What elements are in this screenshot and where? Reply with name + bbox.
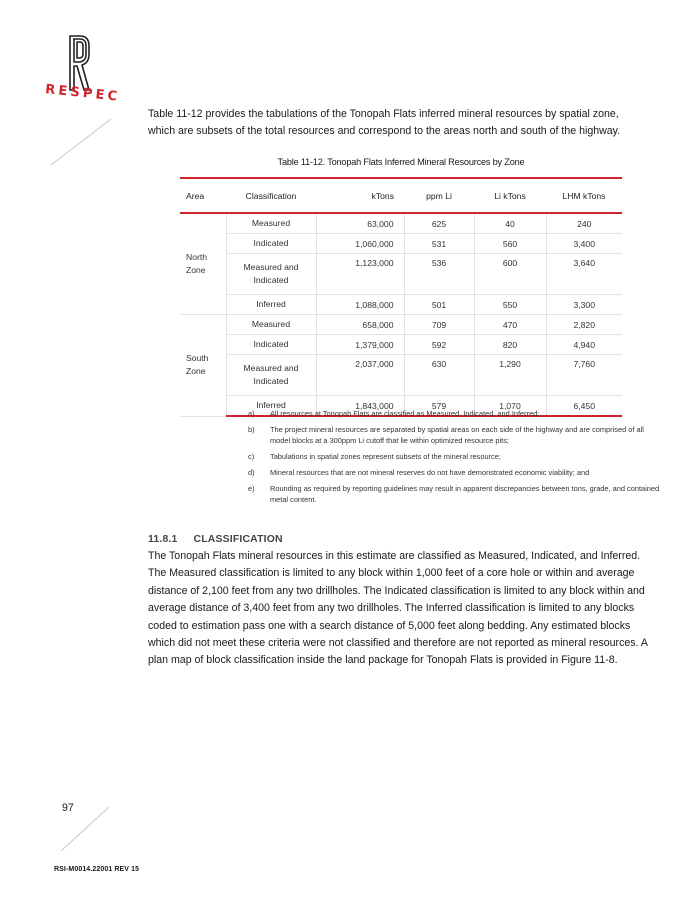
classification-cell: Measured [226,213,316,234]
lhm-ktons-cell: 7,760 [546,355,622,396]
zone-cell-north: North Zone [180,213,226,315]
table-row [180,355,622,396]
section-heading [148,534,283,545]
ppm-li-cell: 592 [404,335,474,355]
table-row [180,335,622,355]
intro-paragraph: Table 11-12 provides the tabulations of the Tonopah Flats inferred mineral resources by spatial zone, which are subsets of the total resources and correspond to the areas north and south of the highway. [148,108,621,137]
ktons-cell: 1,843,000 [316,396,404,417]
table-row [180,213,622,234]
ppm-li-cell: 630 [404,355,474,396]
lhm-ktons-cell: 2,820 [546,315,622,335]
lhm-ktons-cell: 3,400 [546,234,622,254]
table-note [248,408,660,419]
li-ktons-cell: 470 [474,315,546,335]
classification-cell: Inferred [226,295,316,315]
ppm-li-cell: 536 [404,254,474,295]
table-row [180,315,622,335]
ppm-li-cell: 531 [404,234,474,254]
table-header-row [180,178,622,213]
ppm-li-cell: 501 [404,295,474,315]
ktons-cell: 1,379,000 [316,335,404,355]
classification-cell: Measured and Indicated [226,355,316,396]
table-note [248,467,660,478]
ktons-cell: 1,060,000 [316,234,404,254]
header-lhm-ktons: LHM kTons [546,178,622,213]
header-ktons: kTons [316,178,404,213]
table-row [180,254,622,295]
ktons-cell: 2,037,000 [316,355,404,396]
note-text: Mineral resources that are not mineral reserves do not have demonstrated economic viability; and [270,468,590,477]
table-notes [248,408,660,510]
li-ktons-cell: 1,290 [474,355,546,396]
ktons-cell: 1,088,000 [316,295,404,315]
note-text: All resources at Tonopah Flats are classified as Measured, Indicated, and Inferred; [270,409,540,418]
note-letter: d) [248,468,255,477]
ktons-cell: 658,000 [316,315,404,335]
header-li-ktons: Li kTons [474,178,546,213]
li-ktons-cell: 1,070 [474,396,546,417]
note-letter: b) [248,425,255,434]
ppm-li-cell: 709 [404,315,474,335]
respec-wordmark: RESPEC [44,82,121,105]
note-text: Tabulations in spatial zones represent subsets of the mineral resource; [270,452,501,461]
classification-cell: Indicated [226,234,316,254]
zone-cell-south: South Zone [180,315,226,417]
document-code: RSI-M0014.22001 REV 15 [54,866,140,873]
classification-cell: Inferred [226,396,316,417]
section-number: 11.8.1 [148,534,178,545]
header-classification: Classification [226,178,316,213]
ppm-li-cell: 579 [404,396,474,417]
classification-cell: Measured and Indicated [226,254,316,295]
li-ktons-cell: 40 [474,213,546,234]
lhm-ktons-cell: 240 [546,213,622,234]
table-note [248,483,660,505]
note-text: Rounding as required by reporting guidelines may result in apparent discrepancies between tons, grade, and contained metal content. [270,484,660,504]
table-caption: Table 11-12. Tonopah Flats Inferred Mineral Resources by Zone [277,157,525,167]
note-letter: c) [248,452,255,461]
lhm-ktons-cell: 4,940 [546,335,622,355]
ktons-cell: 1,123,000 [316,254,404,295]
page-number: 97 [62,802,74,814]
li-ktons-cell: 820 [474,335,546,355]
section-title: CLASSIFICATION [193,534,283,545]
table-row [180,234,622,254]
table-row [180,295,622,315]
li-ktons-cell: 560 [474,234,546,254]
header-area: Area [180,178,226,213]
ktons-cell: 63,000 [316,213,404,234]
lhm-ktons-cell: 3,640 [546,254,622,295]
note-text: The project mineral resources are separated by spatial areas on each side of the highway and are comprised of all model blocks at a 300ppm Li cutoff that lie within optimized resource pits; [270,425,644,445]
classification-cell: Indicated [226,335,316,355]
top-diagonal-line [50,118,112,166]
ppm-li-cell: 625 [404,213,474,234]
note-letter: a) [248,409,255,418]
header-ppm-li: ppm Li [404,178,474,213]
table-note [248,451,660,462]
li-ktons-cell: 600 [474,254,546,295]
note-letter: e) [248,484,255,493]
classification-paragraph: The Tonopah Flats mineral resources in this estimate are classified as Measured, Indicated, and Inferred. The Measured classification is limited to any block within 1,000 feet of a core hole or within and average distance of 2,100 feet from any two drillholes. The Indicated classification is limited to any block within and average distance of 3,400 feet from any two drillholes. The Inferred classification is limited to any blocks coded to estimation pass one with a search distance of 5,000 feet along bedding. Any estimated blocks which did not meet these criteria were not classified and therefore are not reported as mineral resources. A plan map of block classification inside the land package for Tonopah Flats is provided in Figure 11-8. [148,550,648,667]
classification-cell: Measured [226,315,316,335]
lhm-ktons-cell: 3,300 [546,295,622,315]
table-note [248,424,660,446]
lhm-ktons-cell: 6,450 [546,396,622,417]
li-ktons-cell: 550 [474,295,546,315]
resources-table [180,177,622,417]
